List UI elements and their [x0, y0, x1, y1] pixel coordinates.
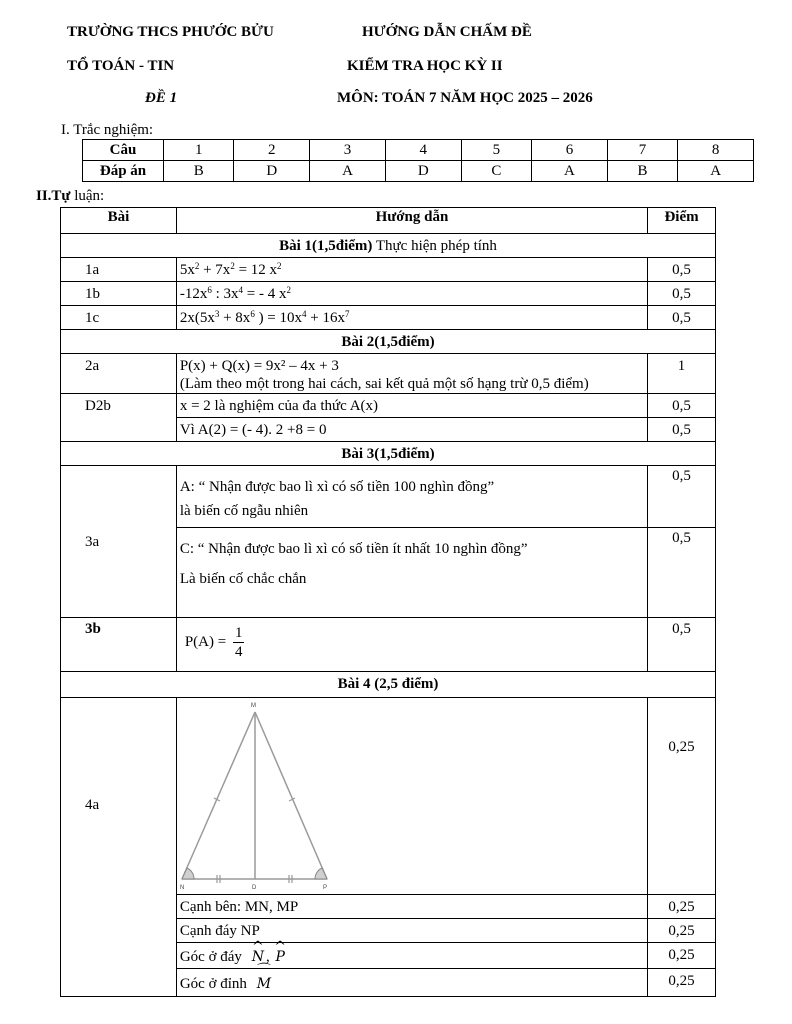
row-guide: Cạnh đáy NP [176, 919, 647, 943]
row-id: 1c [61, 306, 177, 330]
part2-heading-bold: II.Tự [36, 188, 71, 204]
row-guide: $5x^2 + 7x^2 = 12$ $x^2$ [176, 258, 647, 282]
mcq-answer: B [164, 161, 234, 182]
row-score: 0,25 [648, 698, 716, 895]
row-guide [176, 943, 647, 969]
row-score: 1 [648, 354, 716, 394]
label-P: P [322, 885, 327, 891]
row-score: 0,5 [648, 306, 716, 330]
subject-line: MÔN: TOÁN 7 NĂM HỌC 2025 – 2026 [337, 90, 593, 106]
mcq-answer-table [82, 139, 754, 182]
row-guide [176, 969, 647, 997]
row-score: 0,25 [648, 969, 716, 997]
row-id: 3a [61, 466, 177, 618]
col-header-bai: Bài [61, 208, 177, 234]
row-score: 0,5 [648, 258, 716, 282]
row-score: 0,5 [648, 282, 716, 306]
label-N: N [179, 885, 185, 891]
fraction-denominator: 4 [234, 644, 243, 660]
row-score: 0,5 [648, 618, 716, 672]
table-row [61, 466, 716, 528]
angle-N-symbol: ^ N [250, 948, 266, 966]
part2-heading [36, 188, 104, 205]
row-score: 0,5 [648, 394, 716, 418]
section-row [61, 442, 716, 466]
row-guide: $2x(5x^3 + 8x^6$ ) = $10x^4 + 16x^7$ [176, 306, 647, 330]
guide-line: là biến cố ngẫu nhiên [179, 503, 309, 519]
section-row [61, 330, 716, 354]
mcq-row-label: Câu [83, 140, 164, 161]
section-title-b4: Bài 4 (2,5 điểm) [61, 672, 716, 698]
table-row [61, 306, 716, 330]
table-row [61, 394, 716, 418]
mcq-question: 7 [607, 140, 677, 161]
mcq-answer: D [385, 161, 461, 182]
mcq-answer: A [678, 161, 754, 182]
row-guide [176, 466, 647, 528]
prob-fraction [233, 624, 245, 661]
row-score: 0,25 [648, 895, 716, 919]
col-header-score: Điểm [648, 208, 716, 234]
guide-note: (Làm theo một trong hai cách, sai kết quả một số hạng trừ 0,5 điểm) [179, 376, 589, 392]
part2-heading-rest: luận: [70, 188, 105, 204]
table-row [61, 354, 716, 394]
row-score: 0,25 [648, 943, 716, 969]
exam-name: KIỂM TRA HỌC KỲ II [347, 58, 503, 74]
table-row [61, 618, 716, 672]
section-title-bold: Bài 1(1,5điểm) [279, 238, 373, 254]
row-id: 3b [61, 618, 177, 672]
row-id: 2a [61, 354, 177, 394]
prob-prefix: P(A) = [184, 633, 227, 650]
table-header-row [61, 208, 716, 234]
row-id: D2b [61, 394, 177, 442]
section-title-b2: Bài 2(1,5điểm) [61, 330, 716, 354]
grading-table [60, 207, 716, 997]
row-guide [176, 618, 647, 672]
angle-M-symbol: ⌒ M [255, 975, 273, 993]
mcq-answer: C [461, 161, 531, 182]
section-title-b1 [61, 234, 716, 258]
mcq-question: 3 [310, 140, 386, 161]
guide-line: A: “ Nhận được bao lì xì có số tiền 100 nghìn đồng” [179, 479, 495, 495]
exam-code: ĐỀ 1 [145, 90, 178, 106]
row-score: 0,5 [648, 418, 716, 442]
mcq-answer-row [83, 161, 754, 182]
mcq-answer: A [532, 161, 608, 182]
mcq-question-row [83, 140, 754, 161]
col-header-guide: Hướng dẫn [176, 208, 647, 234]
mcq-answer: B [607, 161, 677, 182]
row-id: 1a [61, 258, 177, 282]
mcq-row-label: Đáp án [83, 161, 164, 182]
row-score: 0,25 [648, 919, 716, 943]
row-score: 0,5 [648, 528, 716, 618]
table-row [61, 698, 716, 895]
mcq-answer: D [234, 161, 310, 182]
section-subtitle: Thực hiện phép tính [372, 238, 497, 254]
doc-title: HƯỚNG DẪN CHẤM ĐỀ [362, 24, 532, 40]
guide-line: C: “ Nhận được bao lì xì có số tiền ít nhất 10 nghìn đồng” [179, 541, 528, 557]
row-id: 4a [61, 698, 177, 997]
school-name: TRƯỜNG THCS PHƯỚC BỬU [67, 24, 274, 40]
table-row [61, 258, 716, 282]
row-guide [176, 528, 647, 618]
guide-text: Góc ở đáy [179, 949, 242, 965]
guide-line: P(x) + Q(x) = 9x² – 4x + 3 [179, 358, 339, 374]
table-row [61, 282, 716, 306]
figure-cell [176, 698, 647, 895]
side-MN [182, 712, 255, 879]
mcq-question: 8 [678, 140, 754, 161]
row-guide: Vì A(2) = (- 4). 2 +8 = 0 [176, 418, 647, 442]
side-MP [255, 712, 327, 879]
department: TỔ TOÁN - TIN [67, 58, 175, 74]
mcq-question: 5 [461, 140, 531, 161]
guide-text: Góc ở đỉnh [179, 976, 247, 992]
label-M: M [250, 703, 256, 709]
isosceles-triangle-figure [177, 698, 337, 892]
row-id: 1b [61, 282, 177, 306]
mcq-question: 6 [532, 140, 608, 161]
section-row [61, 234, 716, 258]
row-guide [176, 354, 647, 394]
row-guide: x = 2 là nghiệm của đa thức A(x) [176, 394, 647, 418]
angle-P-symbol: ^ P [273, 948, 286, 966]
guide-line: Là biến cố chắc chắn [179, 571, 307, 587]
mcq-question: 2 [234, 140, 310, 161]
part1-heading: I. Trắc nghiệm: [61, 122, 154, 138]
separator: , [265, 949, 270, 965]
mcq-question: 1 [164, 140, 234, 161]
section-row [61, 672, 716, 698]
section-title-b3: Bài 3(1,5điểm) [61, 442, 716, 466]
mcq-question: 4 [385, 140, 461, 161]
fraction-numerator: 1 [234, 625, 243, 641]
row-score: 0,5 [648, 466, 716, 528]
label-D: D [251, 885, 257, 891]
row-guide: Cạnh bên: MN, MP [176, 895, 647, 919]
row-guide: $-12x^6$ : $3x^4$ = - 4 $x^2$ [176, 282, 647, 306]
mcq-answer: A [310, 161, 386, 182]
